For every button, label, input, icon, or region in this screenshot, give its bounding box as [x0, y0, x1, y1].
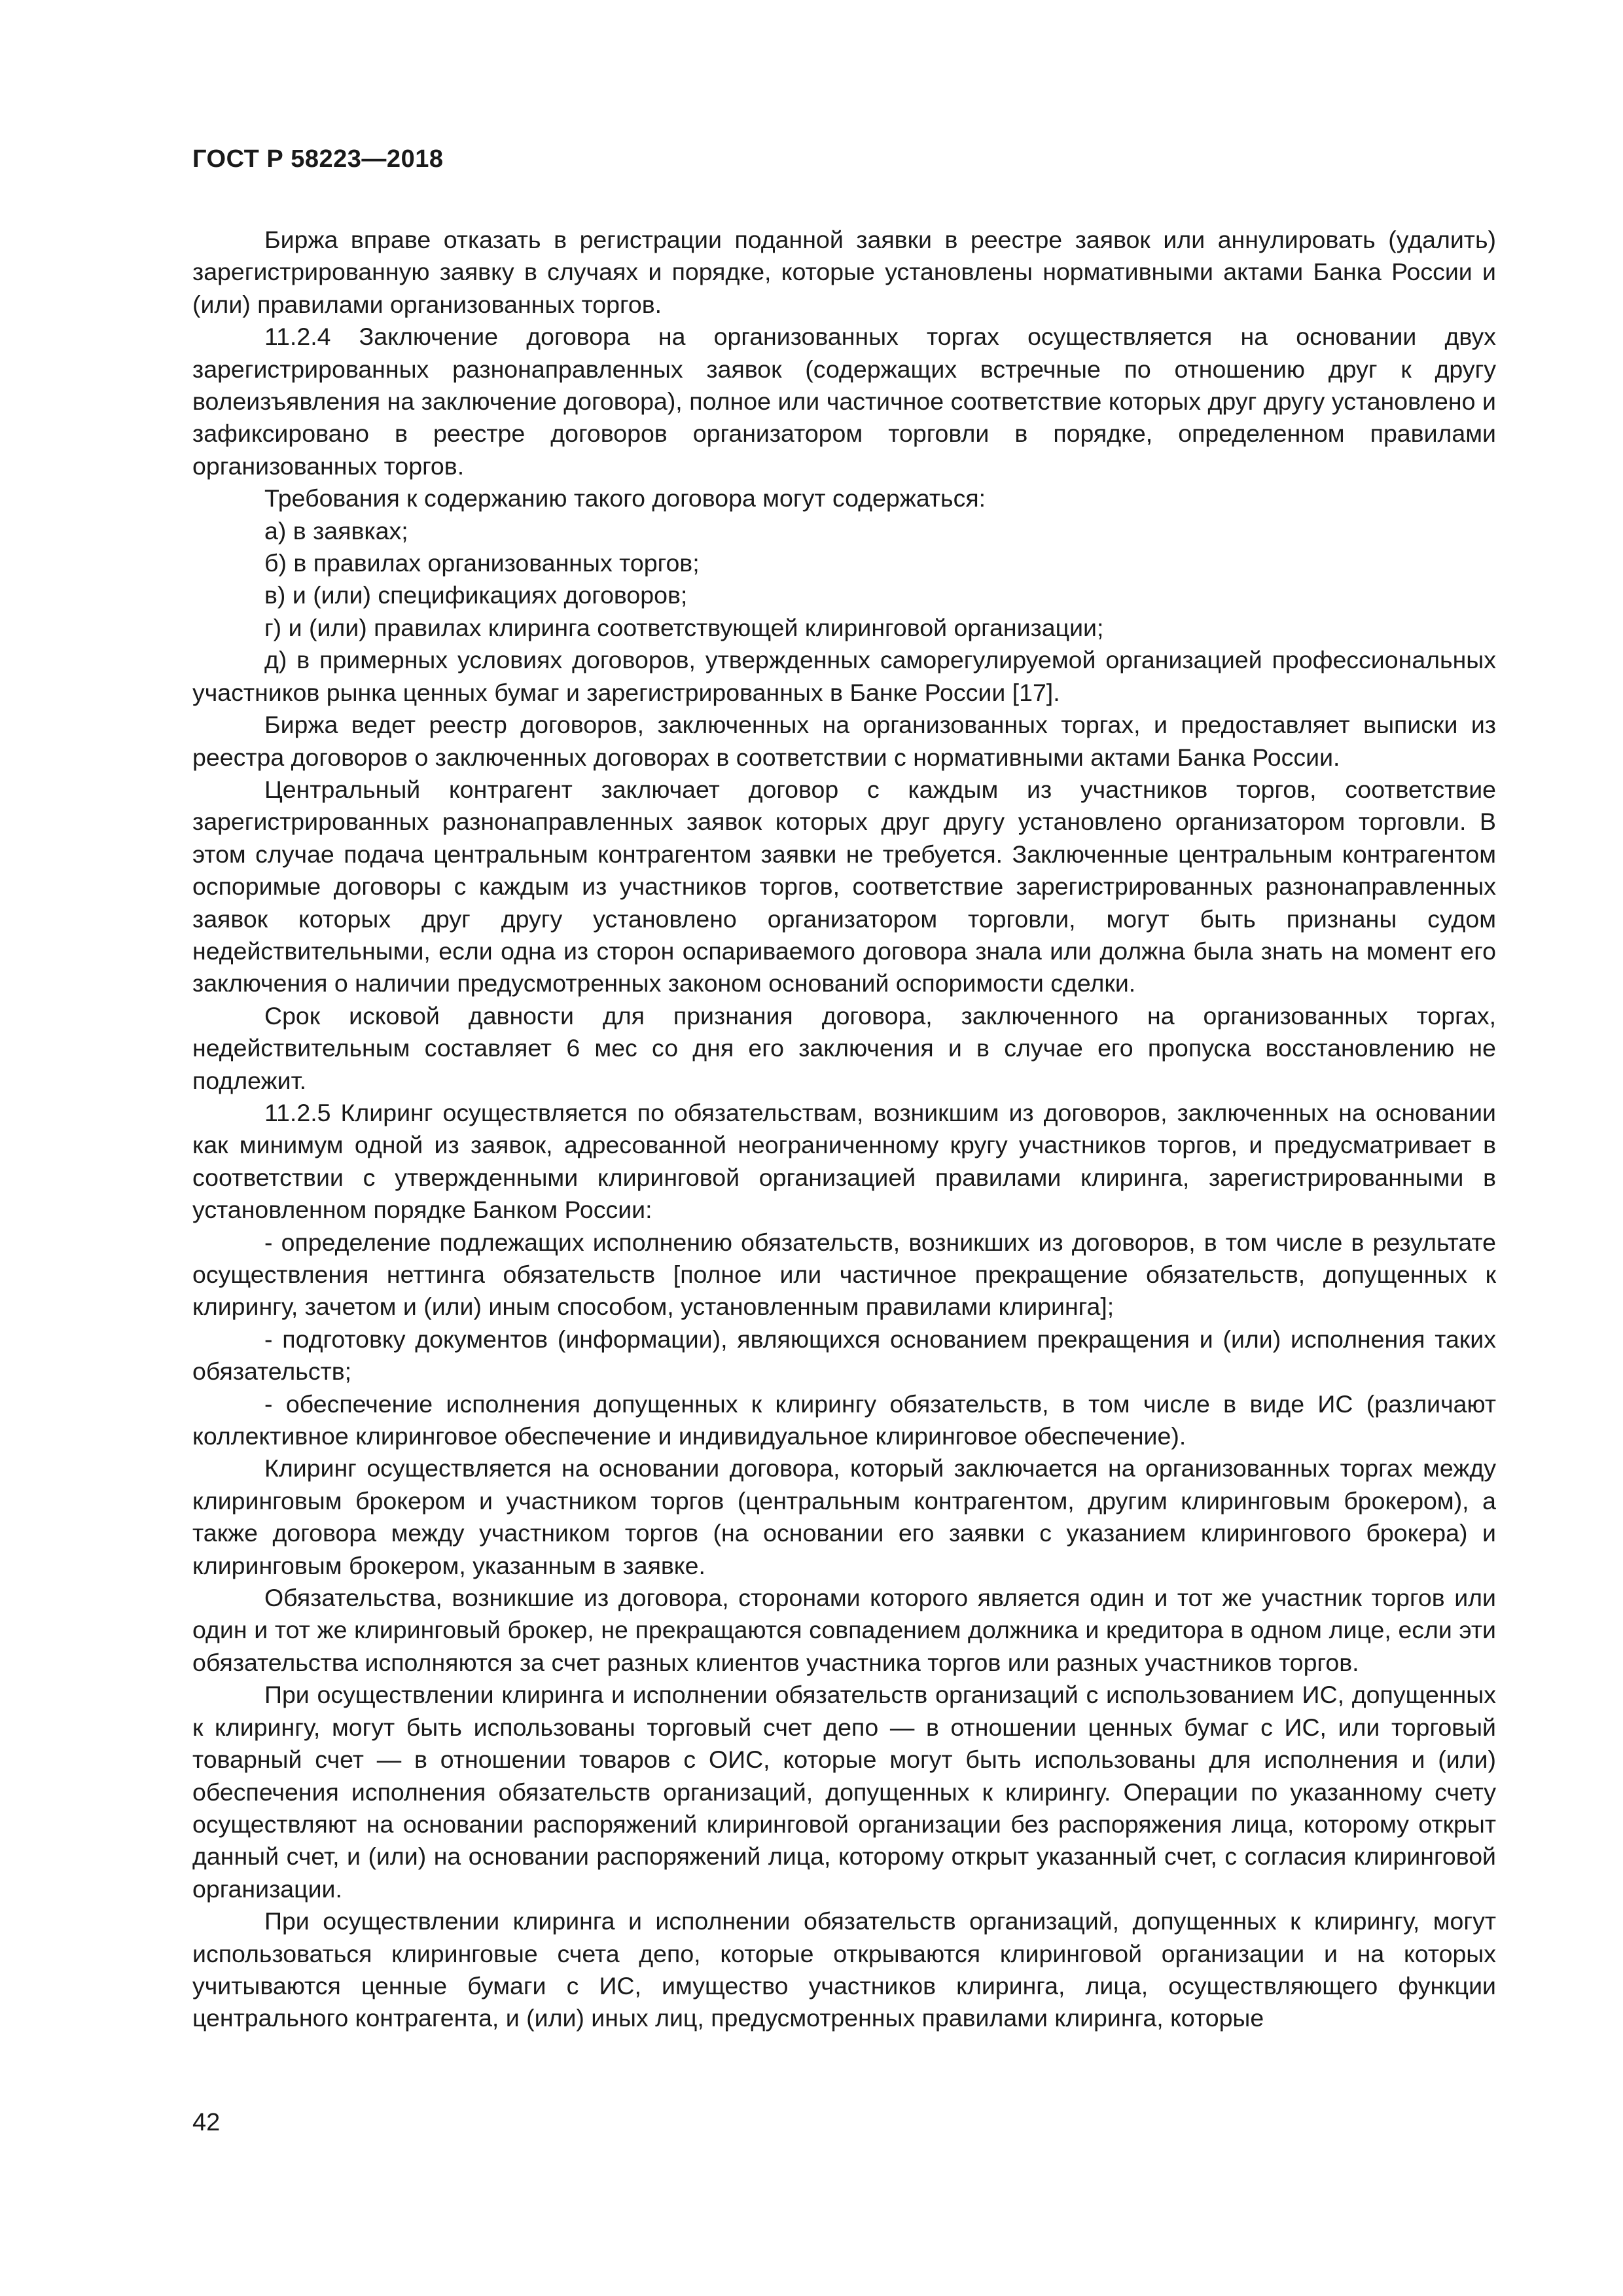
paragraph: Требования к содержанию такого договора могут содержаться: [264, 484, 986, 512]
list-item: - определение подлежащих исполнению обязательств, возникших из договоров, в том числе в результате осуществления неттинга обязательств [полное или частичное прекращение обязательств, допущенных к клирингу, зачетом и (или) иным способом, установленным правилами клиринга]; [192, 1228, 1496, 1321]
paragraph: Срок исковой давности для признания договора, заключенного на организованных торгах, недействительным составляет 6 мес со дня его заключения и в случае его пропуска восстановлению не подлежит. [192, 1001, 1496, 1094]
paragraph: Биржа ведет реестр договоров, заключенных на организованных торгах, и предоставляет выписки из реестра договоров о заключенных договорах в соответствии с нормативными актами Банка России. [192, 711, 1496, 771]
paragraph: При осуществлении клиринга и исполнении обязательств организаций с использованием ИС, допущенных к клирингу, могут быть использованы торговый счет депо — в отношении ценных бумаг с ИС, или торговый товарный счет — в отношении товаров с ОИС, которые могут быть использованы для исполнения и (или) обеспечения исполнения обязательств организаций, допущенных к клирингу. Операции по указанному счету осуществляют на основании распоряжений клиринговой организации без распоряжения лица, которому открыт данный счет, и (или) на основании распоряжений лица, которому открыт указанный счет, с согласия клиринговой организации. [192, 1681, 1496, 1903]
list-item: г) и (или) правилах клиринга соответствующей клиринговой организации; [264, 613, 1104, 641]
list-item: а) в заявках; [264, 516, 408, 545]
document-body [192, 224, 1496, 2035]
paragraph: Клиринг осуществляется на основании договора, который заключается на организованных торгах между клиринговым брокером и участником торгов (центральным контрагентом, другим клиринговым брокером), а также договора между участником торгов (на основании его заявки с указанием клирингового брокера) и клиринговым брокером, указанным в заявке. [192, 1454, 1496, 1579]
paragraph: Центральный контрагент заключает договор с каждым из участников торгов, соответствие зарегистрированных разнонаправленных заявок которых друг другу установлено организатором торговли. В этом случае подача центральным контрагентом заявки не требуется. Заключенные центральным контрагентом оспоримые договоры с каждым из участников торгов, соответствие зарегистрированных разнонаправленных заявок которых друг другу установлено организатором торговли, могут быть признаны судом недействительными, если одна из сторон оспариваемого договора знала или должна была знать на момент его заключения о наличии предусмотренных законом оснований оспоримости сделки. [192, 775, 1496, 997]
paragraph: Обязательства, возникшие из договора, сторонами которого является один и тот же участник торгов или один и тот же клиринговый брокер, не прекращаются совпадением должника и кредитора в одном лице, если эти обязательства исполняются за счет разных клиентов участника торгов или разных участников торгов. [192, 1584, 1496, 1676]
page-number: 42 [192, 2109, 221, 2136]
paragraph: 11.2.5 Клиринг осуществляется по обязательствам, возникшим из договоров, заключенных на основании как минимум одной из заявок, адресованной неограниченному кругу участников торгов, и предусматривает в соответствии с утвержденными клиринговой организацией правилами клиринга, зарегистрированными в установленном порядке Банком России: [192, 1098, 1496, 1224]
list-item: - подготовку документов (информации), являющихся основанием прекращения и (или) исполнения таких обязательств; [192, 1325, 1496, 1386]
list-item: д) в примерных условиях договоров, утвержденных саморегулируемой организацией профессиональных участников рынка ценных бумаг и зарегистрированных в Банке России [17]. [192, 646, 1496, 706]
paragraph: При осуществлении клиринга и исполнении обязательств организаций, допущенных к клирингу, могут использоваться клиринговые счета депо, которые открываются клиринговой организации и на которых учитываются ценные бумаги с ИС, имущество участников клиринга, лица, осуществляющего функции центрального контрагента, и (или) иных лиц, предусмотренных правилами клиринга, которые [192, 1907, 1496, 2032]
paragraph: 11.2.4 Заключение договора на организованных торгах осуществляется на основании двух зарегистрированных разнонаправленных заявок (содержащих встречные по отношению друг к другу волеизъявления на заключение договора), полное или частичное соответствие которых друг другу установлено и зафиксировано в реестре договоров организатором торговли в порядке, определенном правилами организованных торгов. [192, 323, 1496, 480]
page-header-standard-code: ГОСТ Р 58223—2018 [192, 145, 444, 173]
paragraph: Биржа вправе отказать в регистрации поданной заявки в реестре заявок или аннулировать (удалить) зарегистрированную заявку в случаях и порядке, которые установлены нормативными актами Банка России и (или) правилами организованных торгов. [192, 226, 1496, 318]
list-item: б) в правилах организованных торгов; [264, 549, 700, 577]
list-item: - обеспечение исполнения допущенных к клирингу обязательств, в том числе в виде ИС (различают коллективное клиринговое обеспечение и индивидуальное клиринговое обеспечение). [192, 1390, 1496, 1450]
list-item: в) и (или) спецификациях договоров; [264, 581, 688, 609]
